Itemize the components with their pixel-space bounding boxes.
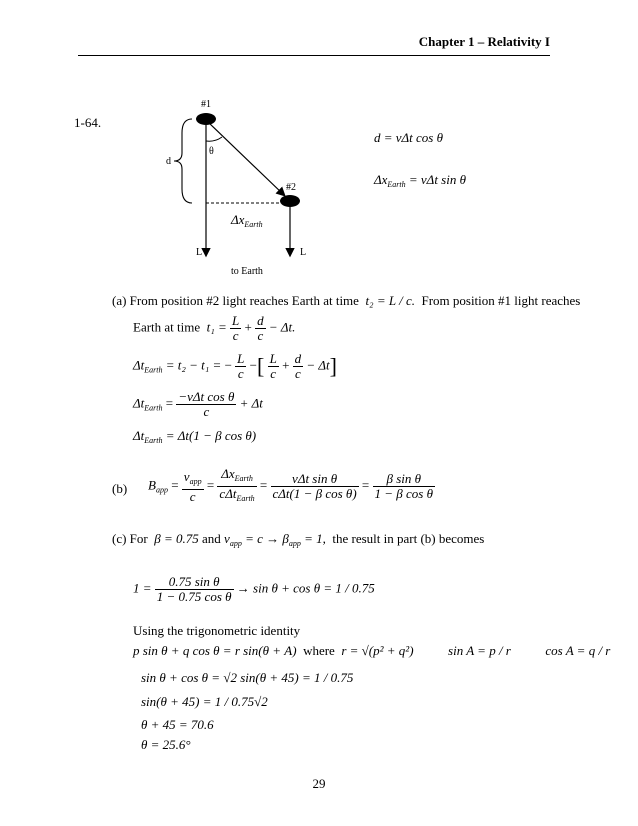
L-left-label: L bbox=[196, 247, 203, 258]
to-earth-label: to Earth bbox=[231, 266, 263, 277]
side-eq-d: d = vΔt cos θ bbox=[374, 130, 443, 145]
d-brace bbox=[174, 119, 192, 203]
dx-earth-label: $\Delta x_{Earth}$ bbox=[231, 212, 263, 229]
identity-text: Using the trigonometric identity bbox=[133, 623, 301, 638]
part-a-eq3: $\Delta t_{Earth} = \Delta t(1 - \beta$ cos θ) bbox=[133, 428, 257, 445]
step-2: sin(θ + 45) = 1 / 0.75√2 bbox=[141, 694, 268, 709]
pos1-label: #1 bbox=[201, 99, 211, 110]
d-label: d bbox=[166, 156, 171, 167]
L-right-label: L bbox=[300, 247, 307, 258]
part-a-line1: (a) From position #2 light reaches Earth at time t₂ = L / c. From position #1 light reaches bbox=[112, 293, 581, 308]
part-c-main-equation: 1 = $\frac{\text{0.75 sin θ}}{\text{1 − 0.75 cos θ}}$ → sin θ + cos θ = 1 / 0.75 bbox=[133, 574, 375, 604]
problem-number: 1-64. bbox=[74, 115, 102, 130]
relativity-diagram bbox=[140, 95, 340, 285]
part-c-line1: (c) For β = 0.75 and $v_{app} = c \to \beta_{app} = 1$, the result in part (b) becomes bbox=[112, 531, 485, 548]
part-b-equation: $B_{app}$ = $\frac{v_{app}}{c}$ = $\frac{\Delta x_{Earth}}{c\Delta t_{Earth}}$ = $\frac{\text{vΔt sin θ}}{\text{cΔt(1 − β cos θ)}}$ = $\frac{\text{β sin θ}}{\text{1 − β cos θ}}$ bbox=[148, 466, 433, 504]
step-3: θ + 45 = 70.6 bbox=[141, 717, 214, 732]
step-1: sin θ + cos θ = √2 sin(θ + 45) = 1 / 0.75 bbox=[141, 670, 354, 685]
step-4: θ = 25.6° bbox=[141, 737, 191, 752]
header-rule bbox=[78, 55, 550, 56]
part-a-eq1: $\Delta t_{Earth} = t_2 - t_1$ = − $\frac{L}{c}$ −[ $\frac{L}{c}$ + $\frac{d}{c}$ − Δt] bbox=[133, 351, 337, 381]
motion-arrow bbox=[208, 122, 284, 195]
part-a-eq2: $\Delta t_{Earth}$ = $\frac{\text{−vΔt cos θ}}{c}$ + Δt bbox=[133, 389, 263, 419]
pos2-label: #2 bbox=[286, 182, 296, 193]
theta-label: θ bbox=[209, 146, 214, 157]
identity-equation: p sin θ + q cos θ = r sin(θ + A) where r = √(p² + q²) sin A = p / r cos A = q / r bbox=[133, 643, 611, 658]
side-eq-dx: $\Delta x_{Earth} = v\Delta t$ sin θ bbox=[374, 172, 466, 189]
part-b-label: (b) bbox=[112, 481, 128, 496]
page-number: 29 bbox=[312, 776, 326, 791]
chapter-header: Chapter 1 – Relativity I bbox=[418, 34, 550, 49]
part-a-line2: Earth at time t₁ = $\frac{L}{c}$ + $\frac{d}{c}$ − Δt. bbox=[133, 313, 296, 343]
theta-arc bbox=[206, 137, 222, 141]
